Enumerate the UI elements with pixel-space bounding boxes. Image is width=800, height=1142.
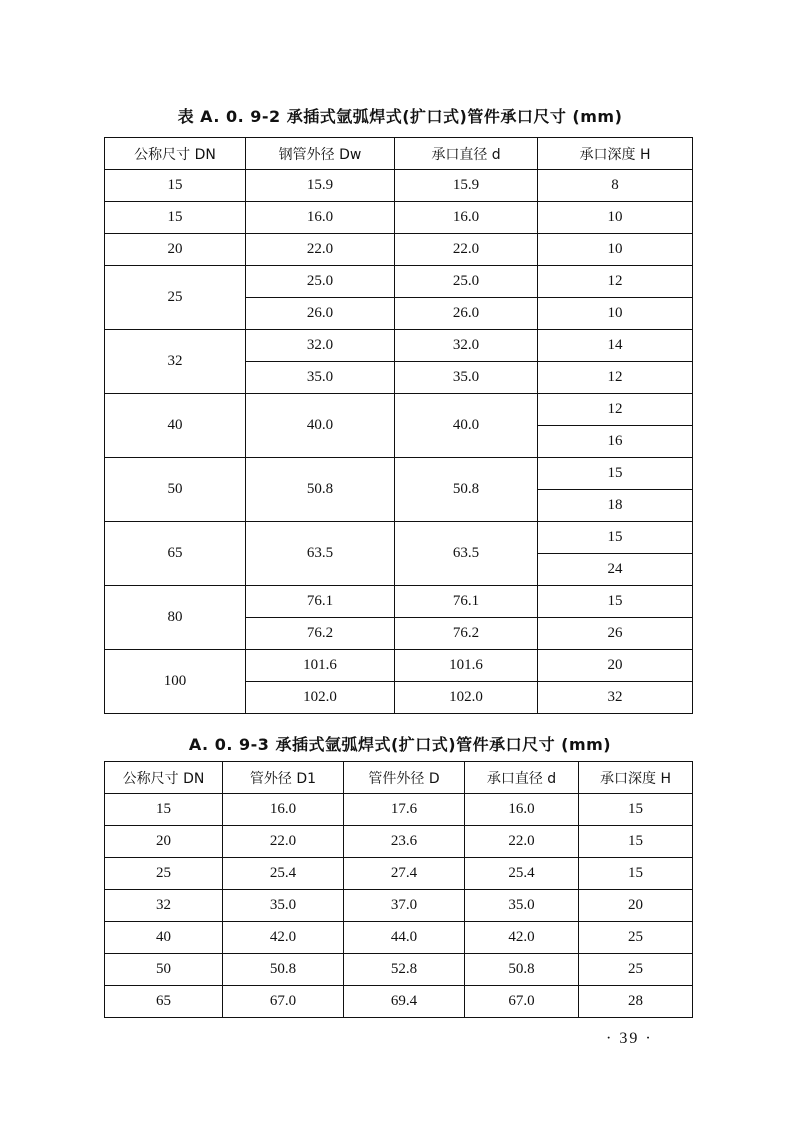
cell-dn: 40: [105, 394, 246, 458]
cell-d1: 50.8: [223, 954, 344, 986]
cell-d1: 22.0: [223, 826, 344, 858]
table-row: [105, 826, 693, 858]
cell-d: 63.5: [395, 522, 538, 586]
cell-socket-d: 25.4: [465, 858, 579, 890]
header-socket-depth: 承口深度 H: [579, 762, 693, 794]
cell-h: 32: [538, 682, 693, 714]
cell-dw: 101.6: [246, 650, 395, 682]
cell-dn: 65: [105, 522, 246, 586]
cell-socket-d: 16.0: [465, 794, 579, 826]
cell-h: 25: [579, 922, 693, 954]
table1-header-row: [105, 138, 693, 170]
cell-h: 15: [579, 794, 693, 826]
cell-d: 35.0: [395, 362, 538, 394]
cell-d: 101.6: [395, 650, 538, 682]
cell-dn: 25: [105, 858, 223, 890]
cell-fitting-d: 52.8: [344, 954, 465, 986]
cell-d: 25.0: [395, 266, 538, 298]
cell-dn: 50: [105, 458, 246, 522]
table1-socket-dimensions: [104, 137, 693, 714]
table-row: [105, 234, 693, 266]
cell-dn: 15: [105, 794, 223, 826]
cell-d1: 16.0: [223, 794, 344, 826]
cell-dn: 50: [105, 954, 223, 986]
table-row: [105, 458, 693, 490]
cell-dn: 40: [105, 922, 223, 954]
table-row: [105, 922, 693, 954]
cell-dn: 100: [105, 650, 246, 714]
table-row: [105, 650, 693, 682]
cell-h: 16: [538, 426, 693, 458]
cell-d: 76.2: [395, 618, 538, 650]
cell-h: 8: [538, 170, 693, 202]
cell-fitting-d: 44.0: [344, 922, 465, 954]
header-steel-pipe-od: 钢管外径 Dw: [246, 138, 395, 170]
header-nominal-size: 公称尺寸 DN: [105, 138, 246, 170]
cell-h: 25: [579, 954, 693, 986]
cell-dw: 76.1: [246, 586, 395, 618]
cell-dn: 32: [105, 890, 223, 922]
header-nominal-size: 公称尺寸 DN: [105, 762, 223, 794]
cell-dn: 15: [105, 202, 246, 234]
cell-socket-d: 67.0: [465, 986, 579, 1018]
table-row: [105, 202, 693, 234]
cell-fitting-d: 23.6: [344, 826, 465, 858]
table-row: [105, 522, 693, 554]
cell-dn: 15: [105, 170, 246, 202]
cell-h: 12: [538, 394, 693, 426]
cell-d: 26.0: [395, 298, 538, 330]
table2-header-row: [105, 762, 693, 794]
cell-dw: 22.0: [246, 234, 395, 266]
cell-socket-d: 42.0: [465, 922, 579, 954]
cell-h: 10: [538, 234, 693, 266]
cell-dw: 102.0: [246, 682, 395, 714]
cell-h: 10: [538, 298, 693, 330]
cell-dw: 26.0: [246, 298, 395, 330]
cell-dw: 15.9: [246, 170, 395, 202]
table-row: [105, 794, 693, 826]
cell-h: 26: [538, 618, 693, 650]
table-row: [105, 330, 693, 362]
cell-d: 22.0: [395, 234, 538, 266]
cell-h: 10: [538, 202, 693, 234]
table-row: [105, 266, 693, 298]
cell-d: 32.0: [395, 330, 538, 362]
cell-d1: 42.0: [223, 922, 344, 954]
page-number: · 39 ·: [606, 1030, 653, 1047]
table-row: [105, 954, 693, 986]
cell-h: 20: [579, 890, 693, 922]
cell-h: 14: [538, 330, 693, 362]
table-row: [105, 586, 693, 618]
cell-h: 15: [579, 858, 693, 890]
cell-dw: 32.0: [246, 330, 395, 362]
cell-h: 15: [538, 586, 693, 618]
header-socket-depth: 承口深度 H: [538, 138, 693, 170]
cell-dn: 25: [105, 266, 246, 330]
table-row: [105, 890, 693, 922]
cell-d: 76.1: [395, 586, 538, 618]
cell-fitting-d: 27.4: [344, 858, 465, 890]
cell-fitting-d: 37.0: [344, 890, 465, 922]
table1-caption: 表 A. 0. 9-2 承插式氩弧焊式(扩口式)管件承口尺寸 (mm): [177, 107, 623, 126]
cell-d: 16.0: [395, 202, 538, 234]
cell-socket-d: 50.8: [465, 954, 579, 986]
cell-h: 15: [579, 826, 693, 858]
cell-h: 20: [538, 650, 693, 682]
table2-socket-dimensions: [104, 761, 693, 1018]
table-row: [105, 170, 693, 202]
header-socket-diameter: 承口直径 d: [395, 138, 538, 170]
header-fitting-od: 管件外径 D: [344, 762, 465, 794]
cell-dn: 80: [105, 586, 246, 650]
cell-h: 12: [538, 266, 693, 298]
cell-h: 15: [538, 458, 693, 490]
cell-h: 24: [538, 554, 693, 586]
cell-h: 15: [538, 522, 693, 554]
table-row: [105, 394, 693, 426]
cell-fitting-d: 17.6: [344, 794, 465, 826]
header-socket-diameter: 承口直径 d: [465, 762, 579, 794]
cell-dw: 40.0: [246, 394, 395, 458]
cell-h: 18: [538, 490, 693, 522]
table2-caption: A. 0. 9-3 承插式氩弧焊式(扩口式)管件承口尺寸 (mm): [188, 735, 612, 754]
cell-socket-d: 35.0: [465, 890, 579, 922]
cell-h: 28: [579, 986, 693, 1018]
table-row: [105, 986, 693, 1018]
cell-dw: 50.8: [246, 458, 395, 522]
cell-dw: 16.0: [246, 202, 395, 234]
header-pipe-od: 管外径 D1: [223, 762, 344, 794]
cell-dn: 32: [105, 330, 246, 394]
cell-socket-d: 22.0: [465, 826, 579, 858]
cell-d1: 25.4: [223, 858, 344, 890]
cell-dw: 63.5: [246, 522, 395, 586]
cell-dw: 76.2: [246, 618, 395, 650]
cell-d: 102.0: [395, 682, 538, 714]
table-row: [105, 858, 693, 890]
cell-d1: 67.0: [223, 986, 344, 1018]
cell-dw: 25.0: [246, 266, 395, 298]
cell-dn: 65: [105, 986, 223, 1018]
cell-d1: 35.0: [223, 890, 344, 922]
cell-dn: 20: [105, 826, 223, 858]
cell-d: 50.8: [395, 458, 538, 522]
cell-dn: 20: [105, 234, 246, 266]
cell-h: 12: [538, 362, 693, 394]
cell-dw: 35.0: [246, 362, 395, 394]
cell-d: 15.9: [395, 170, 538, 202]
cell-d: 40.0: [395, 394, 538, 458]
cell-fitting-d: 69.4: [344, 986, 465, 1018]
